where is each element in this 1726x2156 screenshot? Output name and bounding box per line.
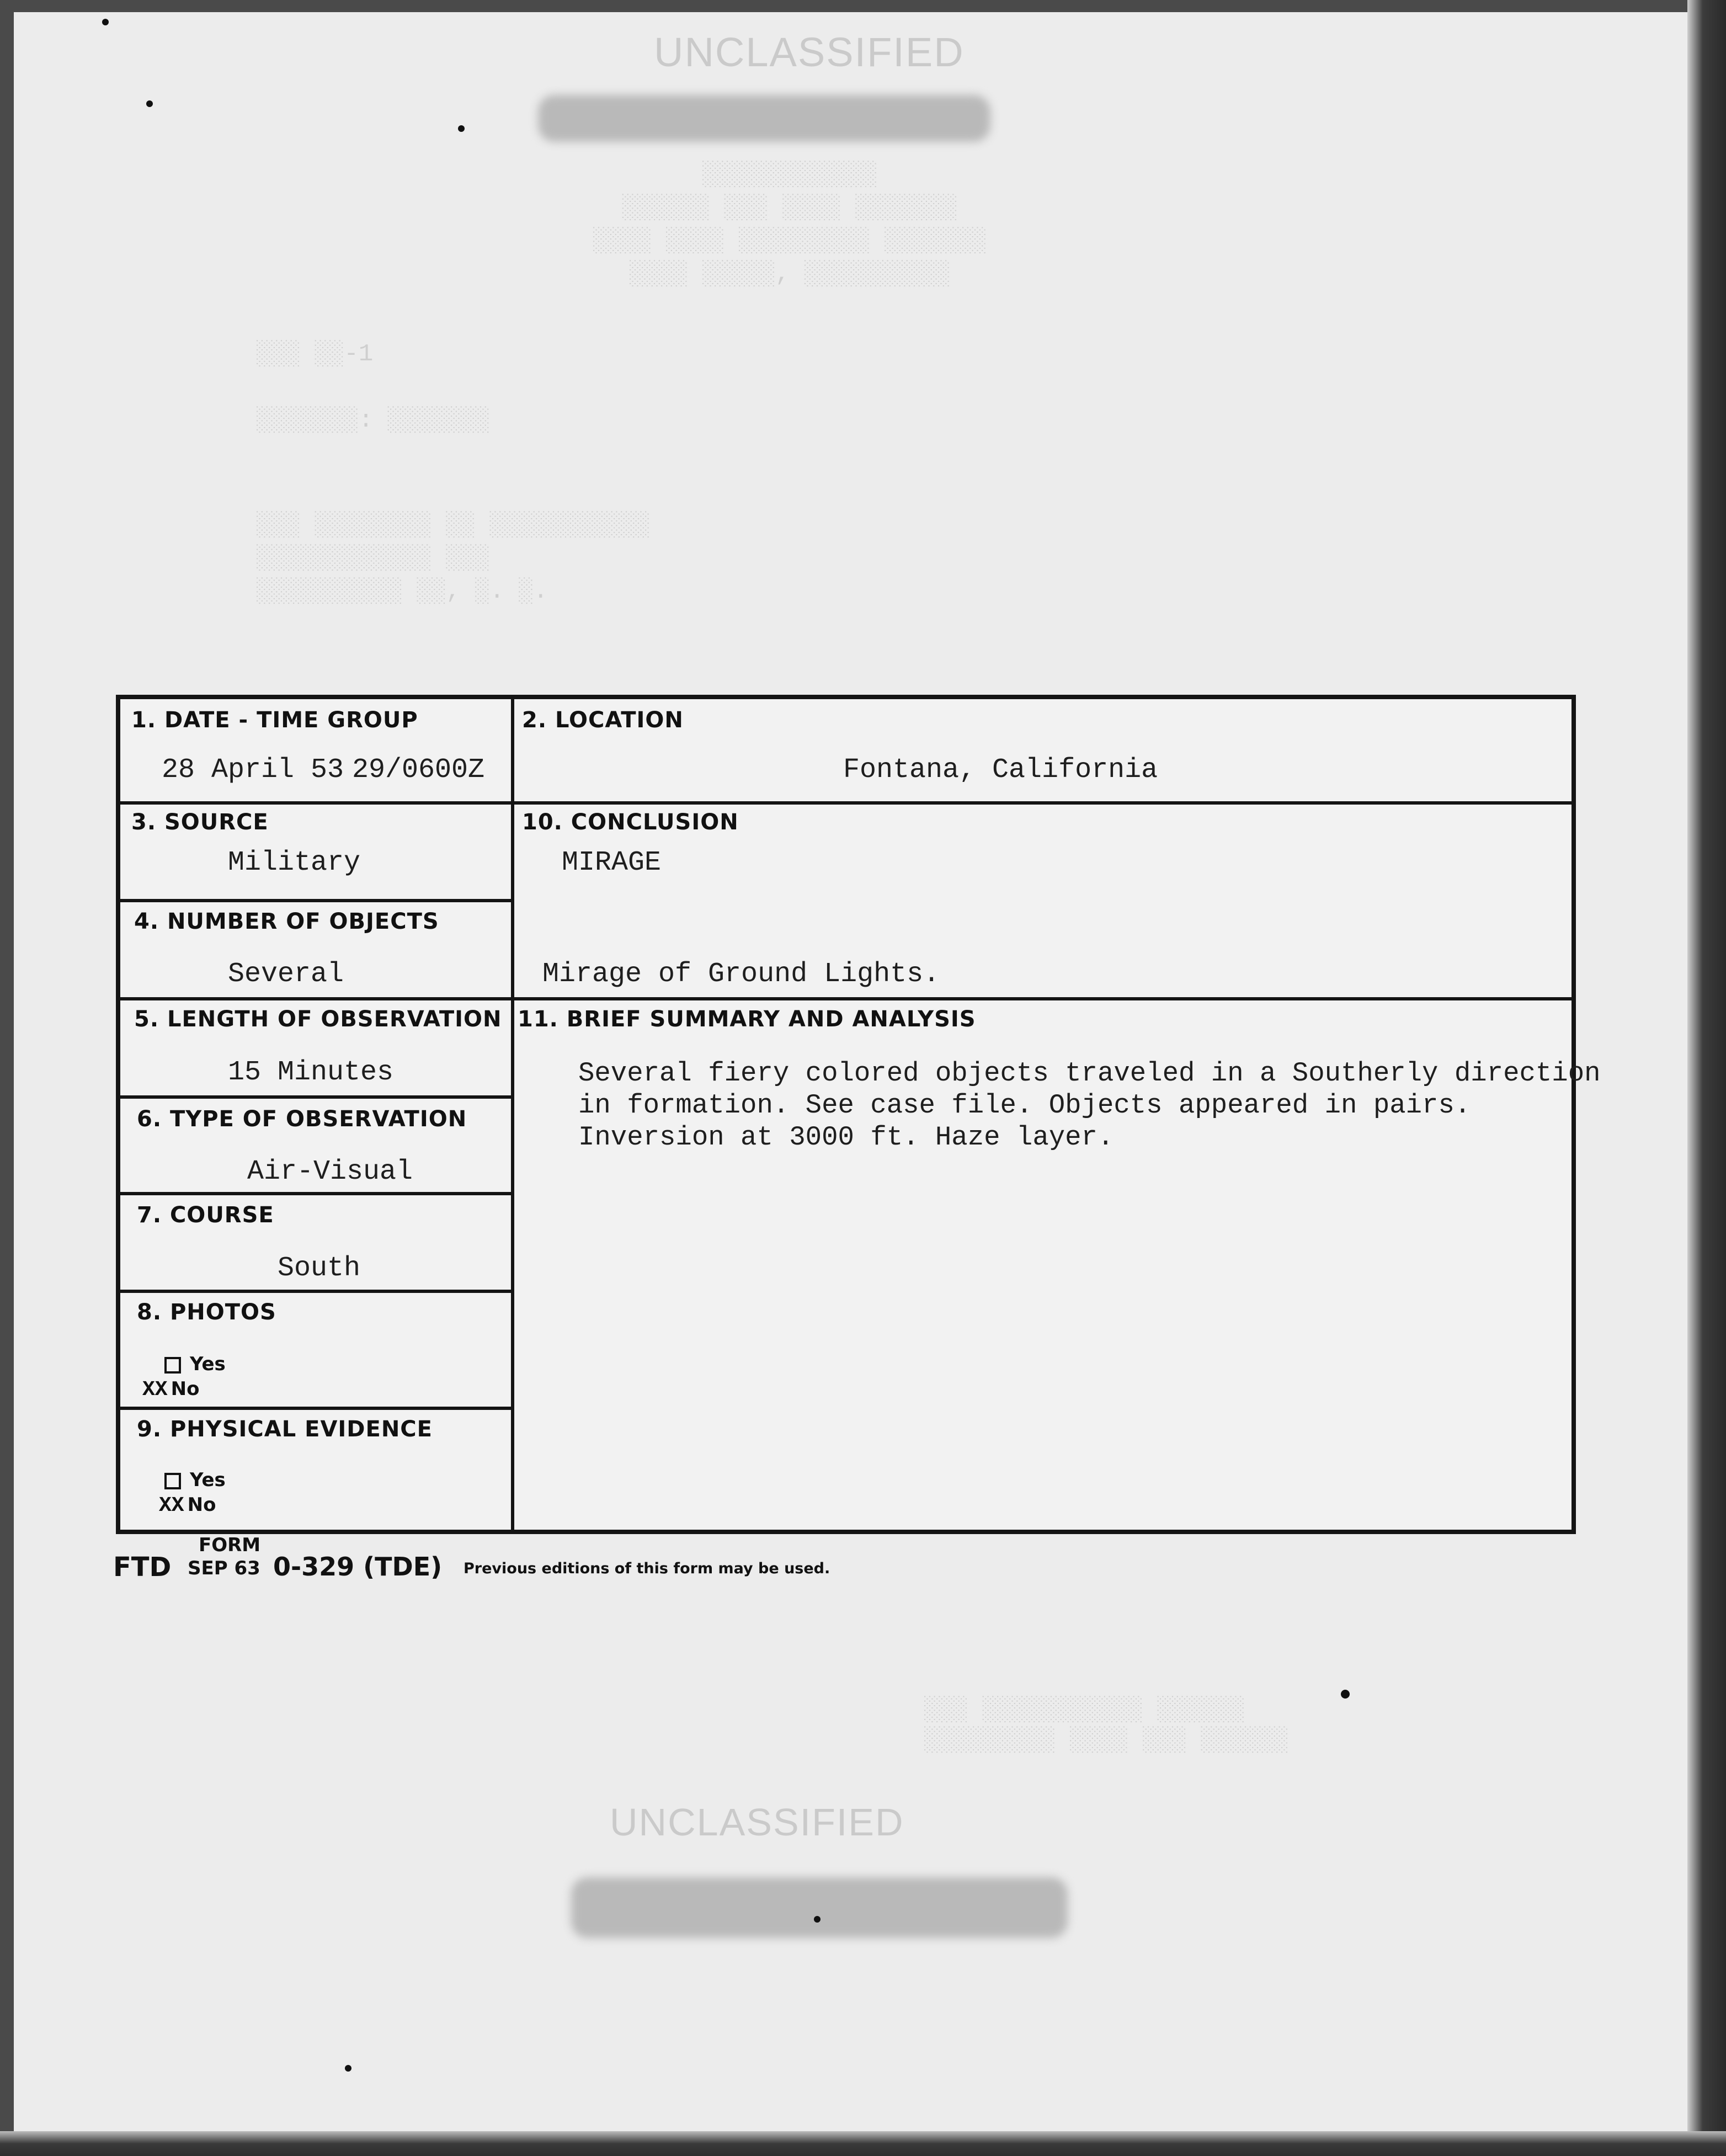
faded-letterhead: ░░░░░░░░░░░░ ░░░░░░ ░░░ ░░░░ ░░░░░░░ ░░░░ ░░░░ ░░░░░░░░░ ░░░░░░░ ░░░░ ░░░░░, ░░░░░░░░░░ [593, 161, 987, 288]
faded-signature-block: ░░░ ░░░░░░░░░░░ ░░░░░░ ░░░░░░░░░ ░░░░ ░░░ ░░░░░░ [924, 1696, 1289, 1754]
location-value: Fontana, California [843, 754, 1158, 786]
row-divider [120, 1407, 512, 1410]
form-date: SEP 63 [188, 1557, 260, 1579]
speck [345, 2065, 351, 2072]
summary-line-2: in formation. See case file. Objects appeared in pairs. [578, 1090, 1471, 1121]
faded-address-block: ░░░ ░░░░░░░░ ░░ ░░░░░░░░░░░ ░░░░░░░░░░░░ ░░░ ░░░░░░░░░░ ░░, ░. ░. [257, 512, 650, 605]
source-label: 3. SOURCE [131, 810, 269, 835]
physical-evidence-label: 9. PHYSICAL EVIDENCE [137, 1417, 433, 1442]
type-of-observation-value: Air-Visual [247, 1156, 413, 1188]
date-value: 28 April 53 [162, 754, 344, 786]
physical-evidence-no-label: No [187, 1494, 216, 1516]
photos-yes-label: Yes [190, 1353, 226, 1375]
length-of-observation-label: 5. LENGTH OF OBSERVATION [134, 1007, 502, 1032]
faded-memo-lines: ░░░ ░░-1 ░░░░░░░: ░░░░░░░ [257, 340, 490, 434]
speck [1341, 1690, 1350, 1699]
photos-label: 8. PHOTOS [137, 1300, 276, 1325]
redaction-smear-top [538, 95, 990, 142]
scan-edge-bottom [0, 2131, 1726, 2156]
form-agency: FTD [113, 1552, 172, 1583]
form-number: 0-329 (TDE) [273, 1552, 443, 1582]
row-divider [120, 1192, 512, 1195]
summary-line-1: Several fiery colored objects traveled in a Southerly direction [578, 1058, 1601, 1089]
physical-evidence-yes-option [164, 1469, 226, 1491]
date-time-group-label: 1. DATE - TIME GROUP [131, 707, 418, 733]
row-divider [511, 997, 1571, 1000]
speck [458, 125, 465, 132]
row-divider [120, 1290, 512, 1293]
photos-no-label: No [171, 1378, 200, 1400]
row-divider [511, 801, 1571, 805]
redaction-smear-bottom [571, 1877, 1068, 1938]
conclusion-label: 10. CONCLUSION [522, 810, 739, 835]
course-label: 7. COURSE [137, 1202, 274, 1228]
classification-stamp-top: UNCLASSIFIED [654, 29, 965, 75]
row-divider [120, 899, 512, 902]
typed-x-mark-icon: XX [142, 1378, 168, 1402]
number-of-objects-label: 4. NUMBER OF OBJECTS [134, 909, 439, 934]
speck [814, 1916, 821, 1923]
photos-no-option [142, 1378, 199, 1402]
checkbox-empty-icon [164, 1473, 181, 1489]
time-value: 29/0600Z [352, 754, 485, 786]
physical-evidence-yes-label: Yes [190, 1469, 226, 1491]
location-label: 2. LOCATION [522, 707, 684, 733]
row-divider [120, 997, 512, 1000]
physical-evidence-no-option [159, 1494, 216, 1518]
typed-x-mark-icon: XX [159, 1494, 184, 1518]
number-of-objects-value: Several [228, 959, 344, 990]
conclusion-value: MIRAGE [562, 847, 662, 879]
conclusion-detail: Mirage of Ground Lights. [542, 959, 940, 990]
column-divider [511, 699, 514, 1530]
type-of-observation-label: 6. TYPE OF OBSERVATION [137, 1106, 467, 1132]
project-card-form [116, 695, 1601, 1534]
scan-edge-right [1687, 0, 1726, 2156]
form-word: FORM [199, 1534, 261, 1556]
source-value: Military [228, 847, 361, 879]
form-editions-note: Previous editions of this form may be used. [464, 1560, 830, 1577]
checkbox-empty-icon [164, 1357, 181, 1374]
document-page [14, 12, 1697, 2137]
classification-stamp-bottom: UNCLASSIFIED [610, 1801, 904, 1844]
summary-label: 11. BRIEF SUMMARY AND ANALYSIS [518, 1007, 976, 1032]
course-value: South [278, 1253, 361, 1284]
summary-line-3: Inversion at 3000 ft. Haze layer. [578, 1122, 1114, 1153]
row-divider [120, 801, 512, 805]
length-of-observation-value: 15 Minutes [228, 1057, 394, 1088]
speck [146, 100, 153, 107]
row-divider [120, 1095, 512, 1099]
speck [102, 19, 109, 25]
photos-yes-option [164, 1353, 226, 1375]
